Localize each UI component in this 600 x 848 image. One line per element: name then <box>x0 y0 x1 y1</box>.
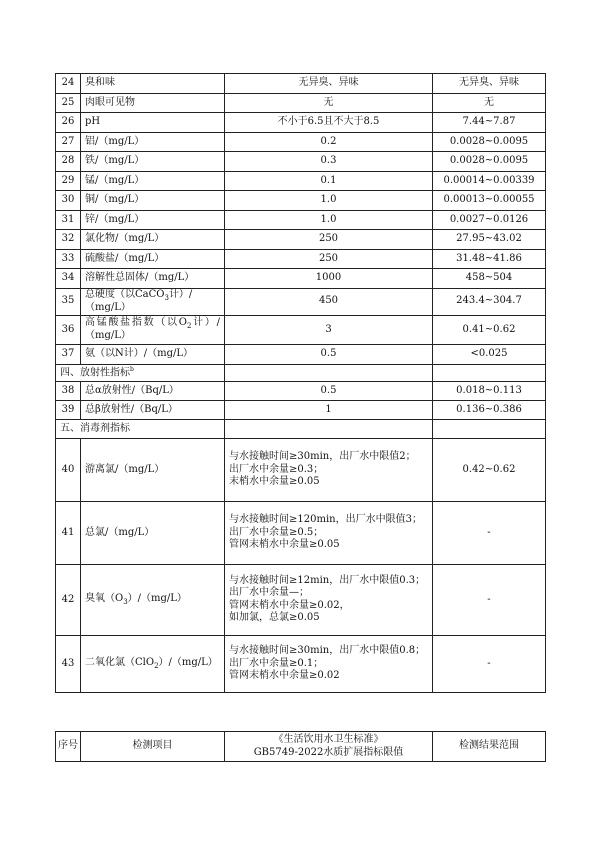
row-number: 25 <box>56 93 81 113</box>
table-row <box>56 152 546 172</box>
limit-multiline: 与水接触时间≥30min，出厂水中限值0.8； 出厂水中余量≥0.1； 管网末梢水中余量≥0.02 <box>225 635 433 692</box>
section-heading-radioactivity: 四、放射性指标$^b$ <box>56 364 546 381</box>
item-name: 锰/（mg/L） <box>81 171 225 191</box>
table-row <box>56 210 546 230</box>
row-number: 29 <box>56 171 81 191</box>
table-row <box>56 132 546 152</box>
item-name: 锌/（mg/L） <box>81 210 225 230</box>
result-range: 7.44~7.87 <box>433 113 546 133</box>
row-number: 33 <box>56 249 81 269</box>
limit-value: 0.1 <box>225 171 433 191</box>
table-row <box>56 269 546 289</box>
table-row: 40 游离氯/（mg/L） 与水接触时间≥30min，出厂水中限值2； 出厂水中余量≥0.3； 末梢水中余量≥0.05 0.42~0.62 <box>56 438 546 501</box>
result-range: 0.0027~0.0126 <box>433 210 546 230</box>
table-row <box>56 230 546 250</box>
result-range: 31.48~41.86 <box>433 249 546 269</box>
limit-multiline: 与水接触时间≥120min，出厂水中限值3； 出厂水中余量≥0.5； 管网末梢水中余量≥0.05 <box>225 501 433 564</box>
next-page-table-header <box>55 731 546 762</box>
limit-value: 250 <box>225 230 433 250</box>
standard-header: 《生活饮用水卫生标准》 GB5749-2022水质扩展指标限值 <box>225 732 433 762</box>
item-name: 铜/（mg/L） <box>81 191 225 211</box>
section-heading-disinfectant: 五、消毒剂指标 <box>56 419 546 438</box>
row-number: 31 <box>56 210 81 230</box>
item-cell: 二氧化氯（ClO$_2$）/（mg/L） <box>81 635 225 692</box>
item-name: 溶解性总固体/（mg/L） <box>81 269 225 289</box>
result-range: 0.0028~0.0095 <box>433 152 546 172</box>
result-range: 0.00014~0.00339 <box>433 171 546 191</box>
row-number: 34 <box>56 269 81 289</box>
limit-value: 1.0 <box>225 210 433 230</box>
row-number: 28 <box>56 152 81 172</box>
result-range: 无 <box>433 93 546 113</box>
limit-value: 无 <box>225 93 433 113</box>
limit-value: 0.2 <box>225 132 433 152</box>
header-row: 序号 检测项目 《生活饮用水卫生标准》 GB5749-2022水质扩展指标限值 检测结果范围 <box>56 732 546 762</box>
item-name: 硫酸盐/（mg/L） <box>81 249 225 269</box>
table-row: 42 臭氧$(O_3)/(mg/L)$ 与水接触时间≥12min，出厂水中限值0.3； 出厂水中余量—； 管网末梢水中余量≥0.02， 如加氯，总氯≥0.05 - <box>56 564 546 635</box>
row-number: 24 <box>56 74 81 94</box>
table-row: 43 二氧化氯（ClO$_2$）/（mg/L） 与水接触时间≥30min，出厂水中限值0.8； 出厂水中余量≥0.1； 管网末梢水中余量≥0.02 - <box>56 635 546 692</box>
result-range: 0.00013~0.00055 <box>433 191 546 211</box>
item-name: 肉眼可见物 <box>81 93 225 113</box>
result-range: 0.0028~0.0095 <box>433 132 546 152</box>
table-row <box>56 93 546 113</box>
item-name: 氯化物/（mg/L） <box>81 230 225 250</box>
result-range: 458~504 <box>433 269 546 289</box>
limit-value: 0.3 <box>225 152 433 172</box>
row-number: 32 <box>56 230 81 250</box>
table-row: 41 总氯/（mg/L） 与水接触时间≥120min，出厂水中限值3； 出厂水中余量≥0.5； 管网末梢水中余量≥0.05 - <box>56 501 546 564</box>
limit-value: 不小于6.5且不大于8.5 <box>225 113 433 133</box>
item-cell: 总硬度（以CaCO$_3$计）/（mg/L） <box>81 288 225 315</box>
limit-multiline: 与水接触时间≥12min，出厂水中限值0.3； 出厂水中余量—； 管网末梢水中余量≥0.02， 如加氯，总氯≥0.05 <box>225 564 433 635</box>
item-name: 臭和味 <box>81 74 225 94</box>
limit-value: 250 <box>225 249 433 269</box>
table-row: 38 总α放射性/（Bq/L） 0.5 0.018~0.113 <box>56 381 546 400</box>
table-row: 39 总β放射性/（Bq/L） 1 0.136~0.386 <box>56 400 546 419</box>
item-cell: 高锰酸盐指数（以$O_2$计）/（mg/L） <box>81 315 225 344</box>
table-row <box>56 74 546 94</box>
table-row: 37 氨（以N计）/（mg/L） 0.5 <0.025 <box>56 344 546 364</box>
result-range: 无异臭、异味 <box>433 74 546 94</box>
row-number: 27 <box>56 132 81 152</box>
limit-multiline: 与水接触时间≥30min，出厂水中限值2； 出厂水中余量≥0.3； 末梢水中余量≥0.05 <box>225 438 433 501</box>
table-row: 35 总硬度（以CaCO$_3$计）/（mg/L） 450 243.4~304.7 <box>56 288 546 315</box>
table-row <box>56 171 546 191</box>
table-row <box>56 249 546 269</box>
limit-value: 1.0 <box>225 191 433 211</box>
table-row <box>56 113 546 133</box>
table-row: 36 高锰酸盐指数（以$O_2$计）/（mg/L） 3 0.41~0.62 <box>56 315 546 344</box>
item-name: pH <box>81 113 225 133</box>
result-range: 27.95~43.02 <box>433 230 546 250</box>
item-cell: 臭氧$(O_3)/(mg/L)$ <box>81 564 225 635</box>
limit-value: 无异臭、异味 <box>225 74 433 94</box>
item-name: 铝/（mg/L） <box>81 132 225 152</box>
row-number: 30 <box>56 191 81 211</box>
item-name: 铁/（mg/L） <box>81 152 225 172</box>
table-row <box>56 191 546 211</box>
row-number: 26 <box>56 113 81 133</box>
water-quality-table <box>55 73 546 693</box>
limit-value: 1000 <box>225 269 433 289</box>
